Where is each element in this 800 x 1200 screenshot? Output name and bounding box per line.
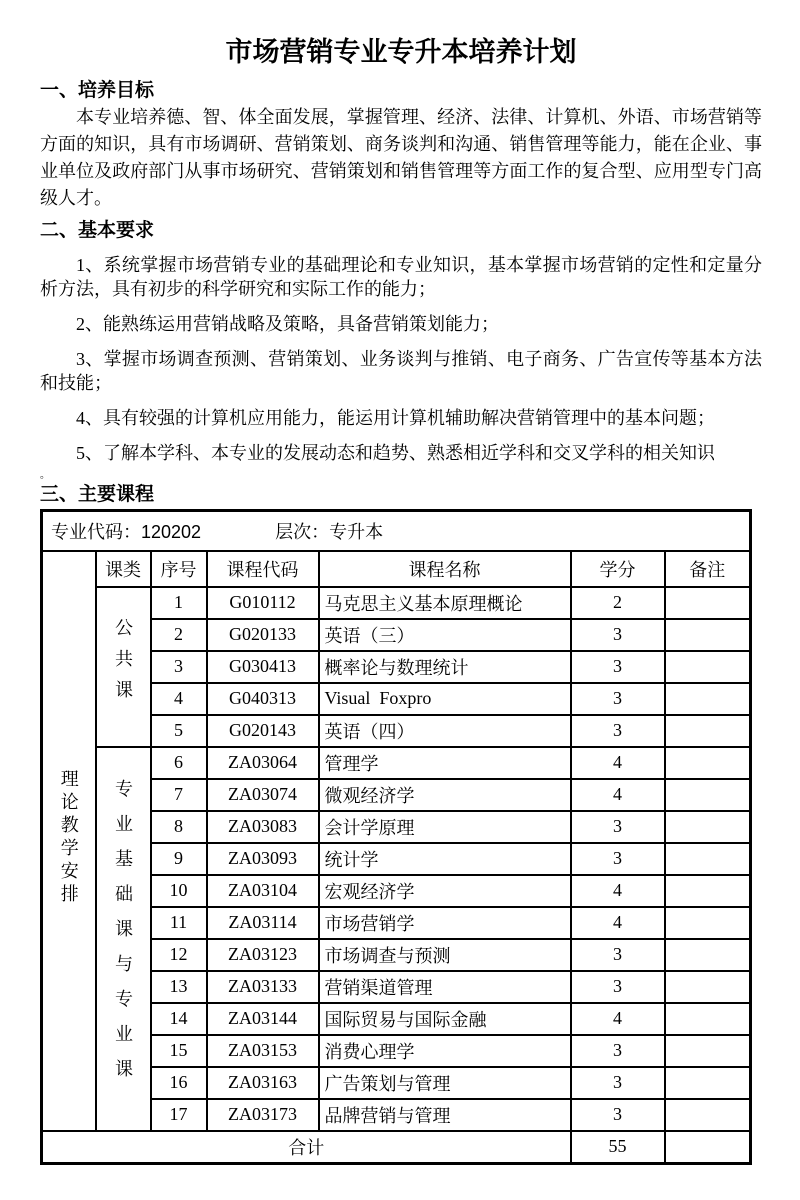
cell-note [665, 715, 751, 747]
cell-course-code: G010112 [207, 587, 319, 619]
table-header-row [42, 551, 751, 587]
cell-index: 14 [151, 1003, 207, 1035]
requirement-item-2: 2、能熟练运用营销战略及策略，具备营销策划能力； [76, 314, 499, 334]
row-group-cell [42, 551, 96, 1131]
cell-course-name: 国际贸易与国际金融 [319, 1003, 571, 1035]
cell-note [665, 651, 751, 683]
cell-index: 4 [151, 683, 207, 715]
level-value: 专升本 [329, 521, 384, 542]
cell-credits: 3 [571, 651, 665, 683]
cell-note [665, 939, 751, 971]
cell-credits: 3 [571, 1099, 665, 1131]
cell-note [665, 1099, 751, 1131]
col-header-note: 备注 [665, 551, 751, 587]
cell-note [665, 1067, 751, 1099]
cell-course-code: ZA03133 [207, 971, 319, 1003]
cell-course-code: G040313 [207, 683, 319, 715]
cell-course-name: 宏观经济学 [319, 875, 571, 907]
cell-index: 10 [151, 875, 207, 907]
cell-note [665, 1035, 751, 1067]
cell-course-code: ZA03083 [207, 811, 319, 843]
cell-note [665, 811, 751, 843]
cell-index: 13 [151, 971, 207, 1003]
cell-course-code: ZA03064 [207, 747, 319, 779]
total-credits-cell: 55 [571, 1131, 665, 1164]
cell-course-name: 消费心理学 [319, 1035, 571, 1067]
level-label: 层次： [275, 521, 330, 542]
cell-course-name: 概率论与数理统计 [319, 651, 571, 683]
cell-credits: 4 [571, 1003, 665, 1035]
cell-index: 1 [151, 587, 207, 619]
cell-credits: 3 [571, 811, 665, 843]
category-vertical-label: 公共课 [113, 617, 133, 711]
cell-index: 2 [151, 619, 207, 651]
cell-note [665, 907, 751, 939]
col-header-course-code: 课程代码 [207, 551, 319, 587]
col-header-index: 序号 [151, 551, 207, 587]
course-row [42, 587, 751, 619]
cell-course-name: 品牌营销与管理 [319, 1099, 571, 1131]
cell-course-code: ZA03163 [207, 1067, 319, 1099]
major-code-value: 120202 [141, 521, 202, 542]
cell-note [665, 747, 751, 779]
requirement-item-4: 4、具有较强的计算机应用能力，能运用计算机辅助解决营销管理中的基本问题； [76, 408, 715, 428]
cell-course-code: G030413 [207, 651, 319, 683]
trailing-period: 。 [40, 470, 50, 481]
cell-credits: 4 [571, 779, 665, 811]
requirement-item-5: 5、了解本学科、本专业的发展动态和趋势、熟悉相近学科和交叉学科的相关知识 [76, 443, 715, 463]
cell-course-name: 会计学原理 [319, 811, 571, 843]
cell-credits: 4 [571, 875, 665, 907]
col-header-course-name: 课程名称 [319, 551, 571, 587]
cell-course-code: ZA03074 [207, 779, 319, 811]
cell-index: 9 [151, 843, 207, 875]
cell-credits: 4 [571, 747, 665, 779]
cell-credits: 3 [571, 683, 665, 715]
cell-note [665, 683, 751, 715]
total-row [42, 1131, 751, 1164]
cell-course-code: ZA03114 [207, 907, 319, 939]
cell-credits: 2 [571, 587, 665, 619]
cell-course-code: ZA03173 [207, 1099, 319, 1131]
cell-course-name: 营销渠道管理 [319, 971, 571, 1003]
total-note-cell [665, 1131, 751, 1164]
cell-credits: 3 [571, 1067, 665, 1099]
cell-index: 11 [151, 907, 207, 939]
cell-index: 12 [151, 939, 207, 971]
cell-course-code: G020143 [207, 715, 319, 747]
cell-course-name: 英语（四） [319, 715, 571, 747]
cell-credits: 3 [571, 715, 665, 747]
cell-course-name: Visual Foxpro [319, 683, 571, 715]
cell-index: 3 [151, 651, 207, 683]
cell-index: 6 [151, 747, 207, 779]
cell-note [665, 843, 751, 875]
cell-note [665, 1003, 751, 1035]
cell-course-code: ZA03104 [207, 875, 319, 907]
cell-course-code: ZA03153 [207, 1035, 319, 1067]
section-3-heading: 三、主要课程 [40, 484, 155, 505]
cell-credits: 3 [571, 619, 665, 651]
cell-index: 5 [151, 715, 207, 747]
page-title: 市场营销专业专升本培养计划 [225, 37, 577, 67]
cell-course-name: 微观经济学 [319, 779, 571, 811]
col-header-course-class: 课类 [96, 551, 151, 587]
requirement-item-3: 3、掌握市场调查预测、营销策划、业务谈判与推销、电子商务、广告宣传等基本方法和技能； [40, 349, 762, 393]
major-code-label: 专业代码： [51, 521, 141, 542]
cell-course-code: ZA03123 [207, 939, 319, 971]
table-meta-cell [42, 511, 751, 551]
cell-course-name: 管理学 [319, 747, 571, 779]
col-header-credits: 学分 [571, 551, 665, 587]
cell-credits: 3 [571, 843, 665, 875]
cell-credits: 3 [571, 971, 665, 1003]
total-label-cell: 合计 [42, 1131, 571, 1164]
cell-note [665, 971, 751, 1003]
section-2-heading: 二、基本要求 [40, 220, 155, 241]
cell-course-name: 广告策划与管理 [319, 1067, 571, 1099]
cell-credits: 3 [571, 1035, 665, 1067]
category-cell [96, 747, 151, 1131]
cell-note [665, 587, 751, 619]
category-cell [96, 587, 151, 747]
section-1-heading: 一、培养目标 [40, 80, 155, 101]
cell-course-name: 市场调查与预测 [319, 939, 571, 971]
cell-note [665, 779, 751, 811]
cell-credits: 3 [571, 939, 665, 971]
cell-course-name: 马克思主义基本原理概论 [319, 587, 571, 619]
cell-note [665, 875, 751, 907]
cell-course-code: ZA03093 [207, 843, 319, 875]
cell-note [665, 619, 751, 651]
cell-course-name: 统计学 [319, 843, 571, 875]
category-vertical-label: 专业基础课与专业课 [113, 778, 133, 1094]
cell-course-name: 英语（三） [319, 619, 571, 651]
requirement-item-1: 1、系统掌握市场营销专业的基础理论和专业知识，基本掌握市场营销的定性和定量分析方法，具有初步的科学研究和实际工作的能力； [40, 255, 762, 299]
table-meta-row [42, 511, 751, 551]
cell-course-code: ZA03144 [207, 1003, 319, 1035]
row-group-vertical-label: 理论教学安排 [58, 769, 79, 907]
cell-index: 7 [151, 779, 207, 811]
course-row [42, 747, 751, 779]
courses-table [40, 509, 752, 1165]
cell-credits: 4 [571, 907, 665, 939]
cell-index: 8 [151, 811, 207, 843]
cell-index: 15 [151, 1035, 207, 1067]
cell-course-name: 市场营销学 [319, 907, 571, 939]
cell-index: 17 [151, 1099, 207, 1131]
cell-index: 16 [151, 1067, 207, 1099]
training-objective-paragraph: 本专业培养德、智、体全面发展，掌握管理、经济、法律、计算机、外语、市场营销等方面的知识，具有市场调研、营销策划、商务谈判和沟通、销售管理等能力，能在企业、事业单位及政府部门从事市场研究、营销策划和销售管理等方面工作的复合型、应用型专门高级人才。 [40, 107, 762, 208]
cell-course-code: G020133 [207, 619, 319, 651]
